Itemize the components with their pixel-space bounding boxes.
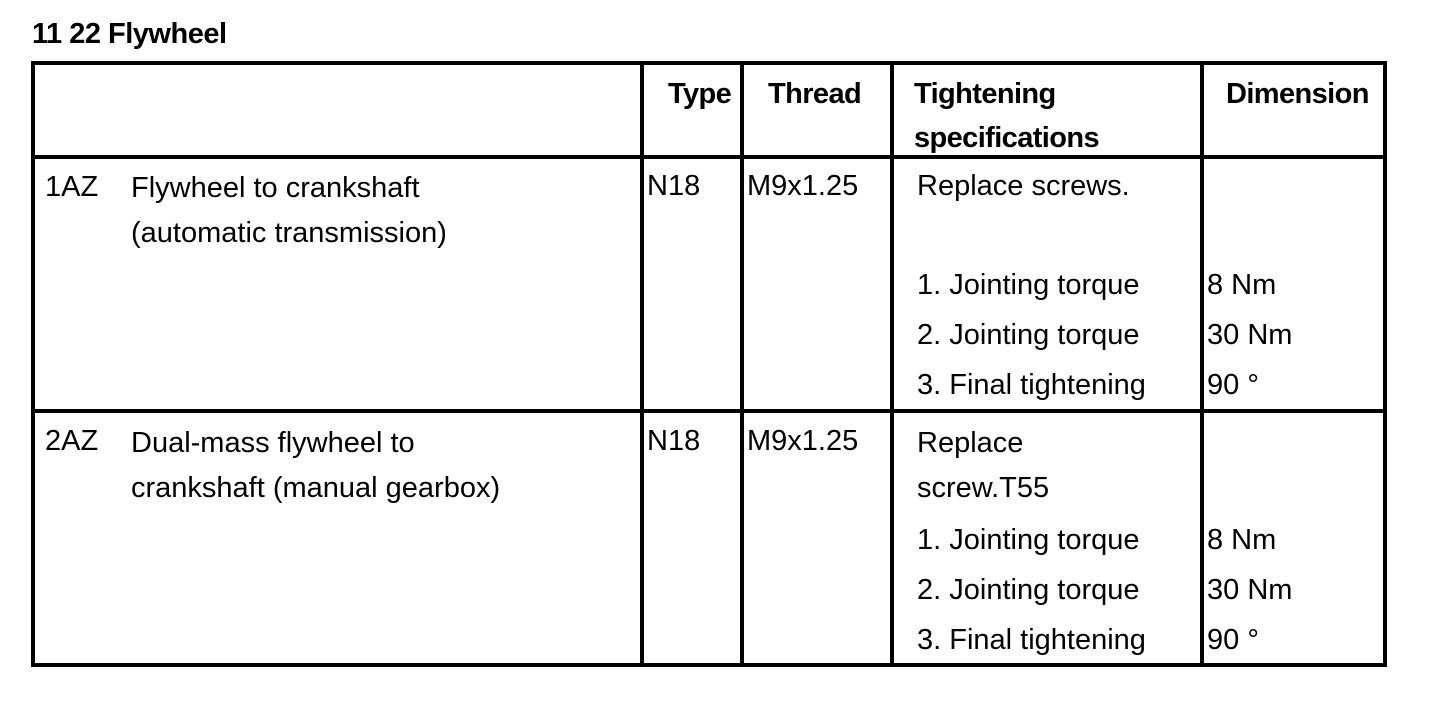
row-note-line1: Replace screws. [917,170,1130,202]
row-description-line1: Dual-mass flywheel to [131,427,415,459]
step-label: 2. Jointing torque [917,319,1140,351]
step-label: 1. Jointing torque [917,524,1140,556]
header-tightening-line2: specifications [914,122,1099,154]
step-value: 90 ° [1207,624,1259,656]
torque-spec-table [31,61,1387,667]
row-type: N18 [647,170,701,202]
row-description [131,421,500,511]
step-value: 8 Nm [1207,524,1277,556]
row-note-line2: screw.T55 [917,472,1050,504]
row-description-line2: crankshaft (manual gearbox) [131,472,501,504]
step-label: 1. Jointing torque [917,269,1140,301]
step-value: 8 Nm [1207,269,1277,301]
row-code: 2AZ [45,425,99,457]
row-description-line1: Flywheel to crankshaft [131,172,420,204]
header-type: Type [668,78,732,110]
row-note-line1: Replace [917,427,1024,459]
step-label: 3. Final tightening [917,624,1146,656]
step-value: 90 ° [1207,369,1259,401]
row-type: N18 [647,425,701,457]
step-label: 2. Jointing torque [917,574,1140,606]
page-title: 11 22 Flywheel [32,18,227,50]
header-thread: Thread [768,78,862,110]
row-description [131,166,447,256]
header-tightening [914,72,1099,160]
row-note [917,421,1049,511]
header-tightening-line1: Tightening [914,78,1056,110]
row-step-labels [917,515,1146,665]
row-divider [35,155,1383,159]
row-note [917,164,1130,209]
row-step-labels [917,260,1146,410]
row-divider [35,409,1383,413]
row-code: 1AZ [45,171,99,203]
step-label: 3. Final tightening [917,369,1146,401]
header-dimension: Dimension [1226,78,1369,110]
row-thread: M9x1.25 [747,425,859,457]
step-value: 30 Nm [1207,574,1293,606]
step-value: 30 Nm [1207,319,1293,351]
row-description-line2: (automatic transmission) [131,217,447,249]
row-step-values [1207,515,1292,665]
row-thread: M9x1.25 [747,170,859,202]
row-step-values [1207,260,1292,410]
